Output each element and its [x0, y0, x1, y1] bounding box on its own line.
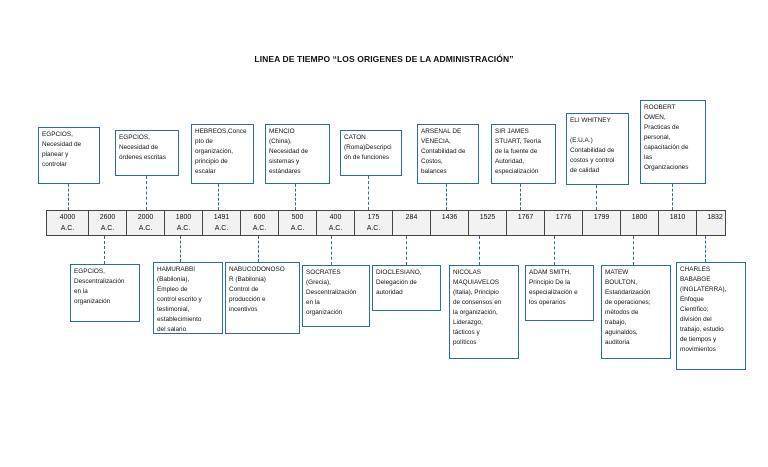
- timeline-year: 284: [405, 214, 418, 221]
- event-text-line: Principio De la: [529, 279, 571, 286]
- timeline-year: 1800: [175, 214, 192, 221]
- event-text-line: EGPCIOS,: [42, 131, 73, 138]
- timeline-era: A.C.: [328, 225, 343, 232]
- event-text-line: NABUCODONOSO: [229, 266, 285, 273]
- event-text-line: HAMURABBI: [157, 266, 195, 273]
- bottom-event-box: [449, 265, 519, 359]
- connector-line: [258, 236, 259, 262]
- timeline-cell: [507, 211, 545, 235]
- event-text-line: ARSENAL DE: [421, 128, 462, 135]
- top-event-box: [417, 124, 479, 184]
- event-text-line: especialización e: [529, 289, 578, 296]
- event-text-line: en la: [74, 288, 88, 295]
- event-text-line: ELI WHITNEY: [570, 117, 611, 124]
- event-text-line: MATEW: [605, 269, 629, 276]
- event-text-line: división del: [680, 316, 712, 323]
- top-event-box: [340, 130, 402, 176]
- connector-line: [446, 184, 447, 210]
- event-text-line: MAQUIAVELOS: [453, 279, 500, 286]
- event-text-line: aguinaldos,: [605, 329, 638, 336]
- event-text-line: Descentralización: [306, 289, 357, 296]
- event-text-line: SOCRATES: [306, 269, 341, 276]
- connector-line: [104, 236, 105, 264]
- connector-line: [672, 184, 673, 210]
- event-text-line: Contabilidad de: [570, 147, 615, 154]
- event-text-line: del salario: [157, 326, 187, 333]
- timeline-cell: [621, 211, 659, 235]
- event-text-line: métodos de: [605, 309, 639, 316]
- timeline-cell: [47, 211, 89, 235]
- timeline-year: 1810: [669, 214, 686, 221]
- connector-line: [68, 184, 69, 210]
- connector-line: [705, 236, 706, 262]
- event-text-line: producción e: [229, 296, 266, 303]
- event-text-line: auditoria: [605, 339, 630, 346]
- event-text-line: (China),: [269, 138, 292, 145]
- bottom-event-box: [70, 264, 140, 322]
- event-text-line: STUART, Teoría: [495, 138, 541, 145]
- event-text-line: (INGLATERRA),: [680, 286, 727, 293]
- event-text-line: establecimiento: [157, 316, 202, 323]
- timeline-cell: [89, 211, 127, 235]
- event-text-line: balances: [421, 168, 447, 175]
- event-text-line: las: [644, 154, 653, 161]
- event-text-line: (Roma)Descripci: [344, 144, 392, 151]
- timeline-era: A.C.: [214, 225, 229, 232]
- event-text-line: principio de: [195, 158, 228, 165]
- event-text-line: estándares: [269, 168, 301, 175]
- event-text-line: trabajo,: [605, 319, 627, 326]
- event-text-line: (Grecia),: [306, 279, 331, 286]
- timeline-era: A.C.: [252, 225, 267, 232]
- event-text-line: SIR JAMES: [495, 128, 529, 135]
- bottom-event-box: [225, 262, 300, 334]
- event-text-line: control escrito y: [157, 296, 202, 303]
- timeline-era: A.C.: [366, 225, 381, 232]
- timeline-year: 600: [253, 214, 266, 221]
- event-text-line: Costos,: [421, 158, 443, 165]
- timeline-year: 400: [329, 214, 342, 221]
- timeline-year: 1799: [593, 214, 610, 221]
- connector-line: [218, 184, 219, 210]
- connector-line: [295, 184, 296, 210]
- bottom-event-box: [302, 265, 370, 327]
- bottom-event-box: [525, 265, 594, 321]
- event-text-line: de la fuente de: [495, 148, 538, 155]
- timeline-cell: [279, 211, 317, 235]
- page-title: LINEA DE TIEMPO “LOS ORIGENES DE LA ADMINISTRACIÓN”: [254, 54, 514, 64]
- event-text-line: BOULTON,: [605, 279, 638, 286]
- event-text-line: políticos: [453, 339, 477, 346]
- event-text-line: MENCIO: [269, 128, 295, 135]
- connector-line: [331, 236, 332, 265]
- event-text-line: Delegación de: [376, 279, 417, 286]
- connector-line: [406, 236, 407, 265]
- event-text-line: incentivos: [229, 306, 258, 313]
- timeline-year: 2600: [99, 214, 116, 221]
- event-text-line: organización: [306, 309, 343, 316]
- connector-line: [633, 236, 634, 265]
- event-text-line: especialización: [495, 168, 539, 175]
- timeline-cell: [583, 211, 621, 235]
- timeline-year: 1436: [441, 214, 458, 221]
- top-event-box: [38, 127, 100, 184]
- timeline-era: A.C.: [60, 225, 75, 232]
- event-text-line: R (Babilonia): [229, 276, 266, 283]
- event-text-line: escalar: [195, 168, 216, 175]
- top-event-box: [566, 113, 629, 185]
- event-text-line: organización: [74, 298, 111, 305]
- timeline-year: 500: [291, 214, 304, 221]
- event-text-line: OWEN,: [644, 114, 666, 121]
- connector-line: [368, 176, 369, 210]
- timeline-era: A.C.: [138, 225, 153, 232]
- event-text-line: organización,: [195, 148, 234, 155]
- bottom-event-box: [601, 265, 671, 359]
- event-text-line: ón de funciones: [344, 154, 390, 161]
- event-text-line: (Babilonia),: [157, 276, 190, 283]
- event-text-line: de operaciones;: [605, 299, 651, 306]
- event-text-line: controlar: [42, 161, 67, 168]
- event-text-line: los operarios: [529, 299, 566, 306]
- event-text-line: movimientos: [680, 346, 716, 353]
- event-text-line: Enfoque: [680, 296, 704, 303]
- event-text-line: sistemas y: [269, 158, 300, 165]
- event-text-line: de tiempos y: [680, 336, 717, 343]
- bottom-event-box: [372, 265, 441, 311]
- top-event-box: [191, 124, 254, 184]
- event-text-line: personal,: [644, 134, 671, 141]
- timeline-cell: [165, 211, 203, 235]
- event-text-line: Control de: [229, 286, 259, 293]
- timeline-cell: [241, 211, 279, 235]
- connector-line: [520, 184, 521, 210]
- timeline-cell: [393, 211, 431, 235]
- event-text-line: Contabilidad de: [421, 148, 466, 155]
- event-text-line: Organizaciones: [644, 164, 689, 171]
- timeline-era: A.C.: [176, 225, 191, 232]
- timeline-year: 1832: [707, 214, 723, 221]
- event-text-line: CHARLES: [680, 266, 711, 273]
- timeline-cell: [355, 211, 393, 235]
- event-text-line: Autoridad,: [495, 158, 525, 165]
- connector-line: [479, 236, 480, 265]
- timeline-cell: [127, 211, 165, 235]
- connector-line: [554, 236, 555, 265]
- top-event-box: [640, 100, 706, 184]
- event-text-line: (E.U.A.): [570, 137, 593, 144]
- event-text-line: HEBREOS,Conce: [195, 128, 247, 135]
- bottom-event-box: [153, 262, 223, 334]
- top-event-box: [491, 124, 556, 184]
- timeline-cell: [203, 211, 241, 235]
- event-text-line: DIOCLESIANO,: [376, 269, 422, 276]
- top-event-box: [265, 124, 330, 184]
- timeline-year: 1800: [631, 214, 648, 221]
- timeline-era: A.C.: [100, 225, 115, 232]
- event-text-line: CATON: [344, 134, 366, 141]
- event-text-line: Necesidad de: [119, 144, 159, 151]
- event-text-line: costos y control: [570, 157, 615, 164]
- event-text-line: Necesidad de: [269, 148, 309, 155]
- event-text-line: VENECIA,: [421, 138, 451, 145]
- event-text-line: Descentralización: [74, 278, 125, 285]
- timeline-year: 1776: [555, 214, 572, 221]
- timeline-cell: [431, 211, 469, 235]
- connector-line: [146, 176, 147, 210]
- timeline-year: 1491: [213, 214, 230, 221]
- event-text-line: Empleo de: [157, 286, 188, 293]
- timeline-cell: [697, 211, 733, 235]
- event-text-line: Científico;: [680, 306, 709, 313]
- event-text-line: BABABGE: [680, 276, 711, 283]
- event-text-line: trabajo, estudio: [680, 326, 724, 333]
- event-text-line: ADAM SMITH,: [529, 269, 571, 276]
- event-text-line: Necesidad de: [42, 141, 82, 148]
- event-text-line: [570, 126, 625, 136]
- timeline-cell: [317, 211, 355, 235]
- event-text-line: autoridad: [376, 289, 403, 296]
- top-event-box: [115, 130, 179, 176]
- timeline-year: 1767: [517, 214, 534, 221]
- timeline-bar: [46, 210, 726, 236]
- timeline-year: 175: [367, 214, 380, 221]
- timeline-year: 2000: [137, 214, 154, 221]
- event-text-line: planear y: [42, 151, 69, 158]
- timeline-year: 1525: [479, 214, 496, 221]
- timeline-year: 4000: [59, 214, 76, 221]
- timeline-cell: [659, 211, 697, 235]
- event-text-line: ROOBERT: [644, 104, 676, 111]
- event-text-line: EGPCIOS,: [74, 268, 105, 275]
- timeline-era: A.C.: [290, 225, 305, 232]
- timeline-cell: [545, 211, 583, 235]
- event-text-line: NICOLAS: [453, 269, 482, 276]
- event-text-line: la organización,: [453, 309, 498, 316]
- connector-line: [180, 236, 181, 262]
- event-text-line: en la: [306, 299, 320, 306]
- event-text-line: de calidad: [570, 167, 600, 174]
- event-text-line: (Italia), Principio: [453, 289, 499, 296]
- event-text-line: capacitación de: [644, 144, 689, 151]
- event-text-line: Estandarización: [605, 289, 651, 296]
- event-text-line: Liderazgo,: [453, 319, 483, 326]
- event-text-line: testimonial,: [157, 306, 190, 313]
- timeline-cell: [469, 211, 507, 235]
- event-text-line: órdenes escritas: [119, 154, 166, 161]
- event-text-line: tácticos y: [453, 329, 480, 336]
- event-text-line: de consensos en: [453, 299, 502, 306]
- event-text-line: pto de: [195, 138, 213, 145]
- event-text-line: EGPCIOS,: [119, 134, 150, 141]
- connector-line: [596, 185, 597, 210]
- event-text-line: Practicas de: [644, 124, 680, 131]
- bottom-event-box: [676, 262, 746, 370]
